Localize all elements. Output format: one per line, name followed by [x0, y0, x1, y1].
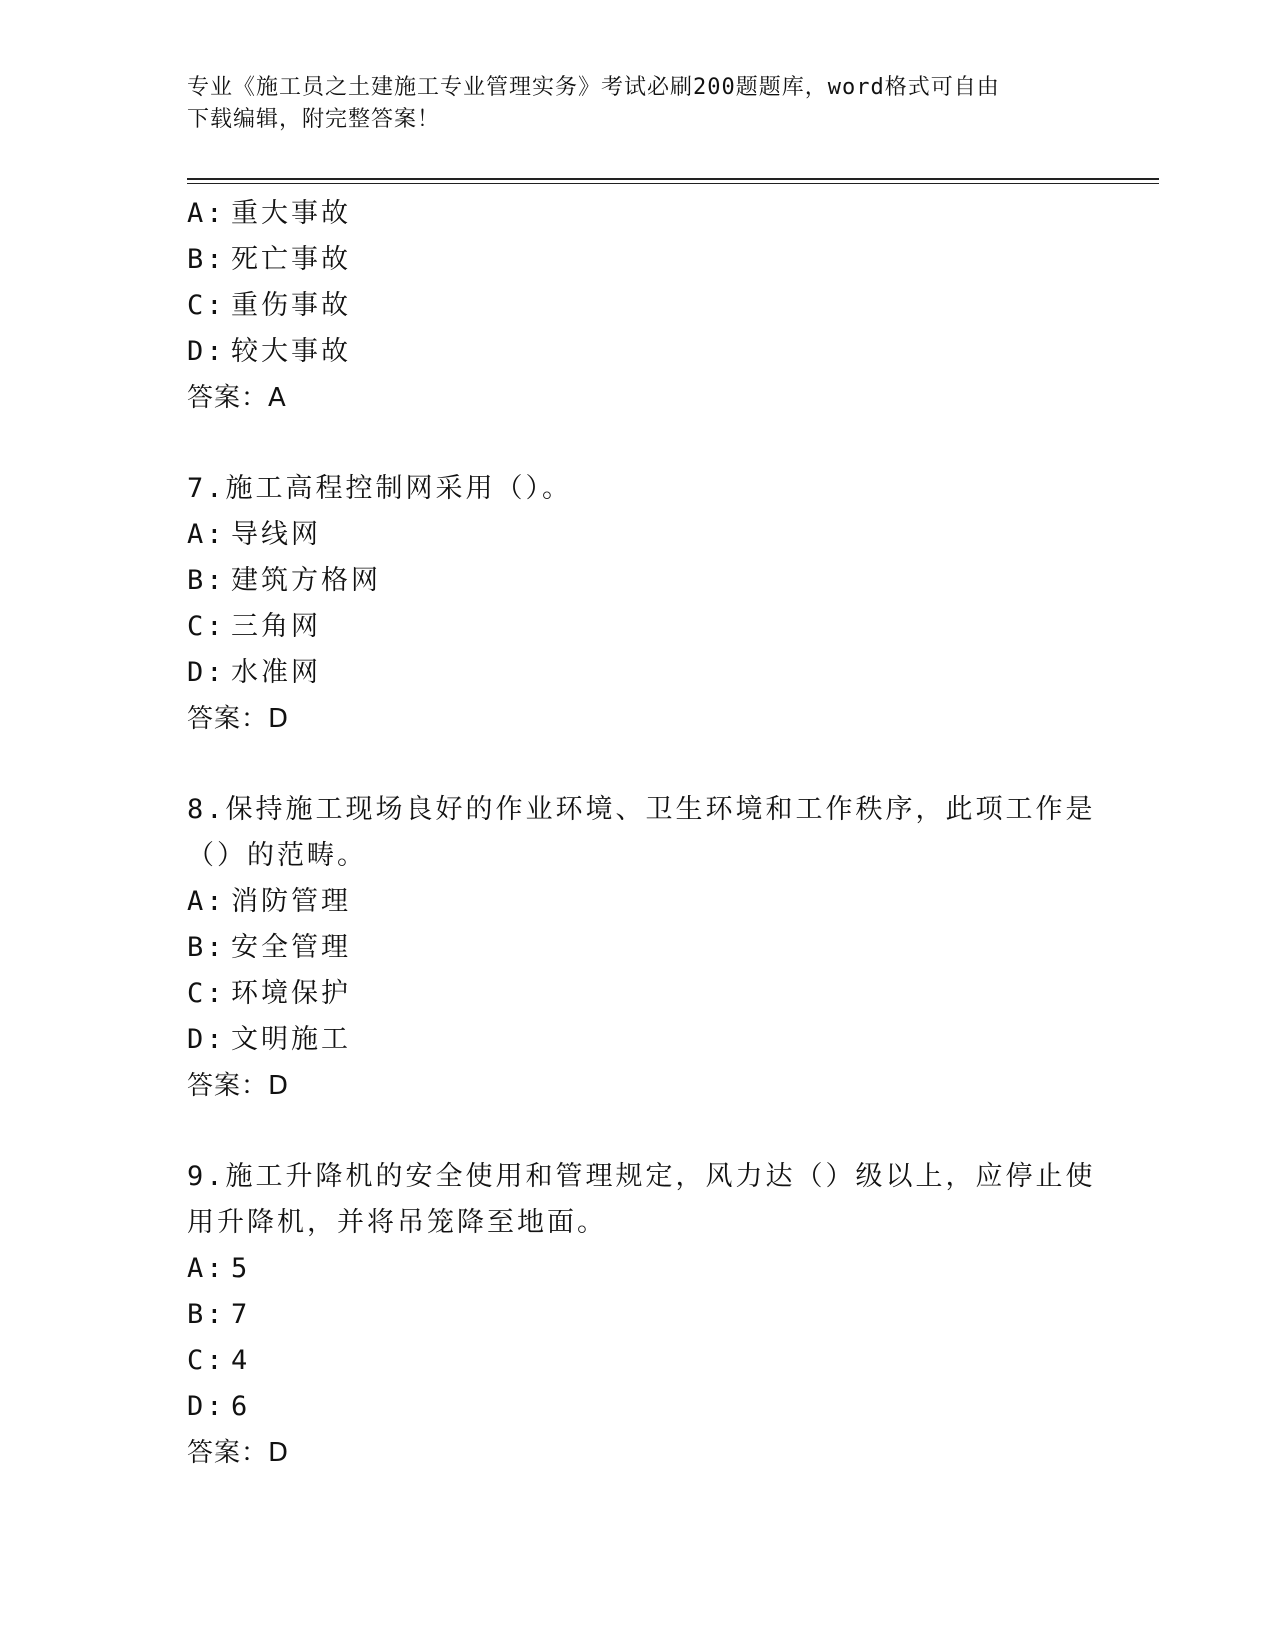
option-c: C: 重伤事故 [187, 290, 351, 321]
option-c: C: 环境保护 [187, 978, 351, 1009]
option-b: B: 7 [187, 1299, 251, 1330]
answer: 答案：D [187, 1438, 290, 1468]
question-stem-continued: （）的范畴。 [187, 840, 367, 871]
question-9 [187, 1154, 1096, 1476]
question-stem: 7.施工高程控制网采用（）。 [187, 473, 573, 504]
question-8 [187, 787, 1096, 1109]
question-carryover [187, 191, 1087, 421]
option-b: B: 死亡事故 [187, 244, 351, 275]
question-stem: 8.保持施工现场良好的作业环境、卫生环境和工作秩序，此项工作是 [187, 794, 1096, 825]
option-c: C: 4 [187, 1345, 251, 1376]
option-a: A: 5 [187, 1253, 251, 1284]
option-a: A: 导线网 [187, 519, 321, 550]
option-d: D: 6 [187, 1391, 251, 1422]
option-b: B: 建筑方格网 [187, 565, 381, 596]
option-d: D: 水准网 [187, 657, 321, 688]
page-header [187, 72, 1067, 136]
option-d: D: 较大事故 [187, 336, 351, 367]
header-divider [187, 178, 1159, 184]
question-stem: 9.施工升降机的安全使用和管理规定，风力达（）级以上，应停止使 [187, 1161, 1096, 1192]
option-b: B: 安全管理 [187, 932, 351, 963]
header-line-2: 下载编辑，附完整答案！ [187, 107, 441, 132]
option-a: A: 消防管理 [187, 886, 351, 917]
answer: 答案：D [187, 704, 290, 734]
question-list [187, 191, 1096, 1476]
question-stem-continued: 用升降机，并将吊笼降至地面。 [187, 1207, 607, 1238]
option-a: A: 重大事故 [187, 198, 351, 229]
question-7 [187, 466, 1087, 742]
header-line-1: 专业《施工员之土建施工专业管理实务》考试必刷200题题库，word格式可自由 [187, 75, 1000, 100]
answer: 答案：A [187, 383, 287, 413]
option-d: D: 文明施工 [187, 1024, 351, 1055]
answer: 答案：D [187, 1071, 290, 1101]
option-c: C: 三角网 [187, 611, 321, 642]
